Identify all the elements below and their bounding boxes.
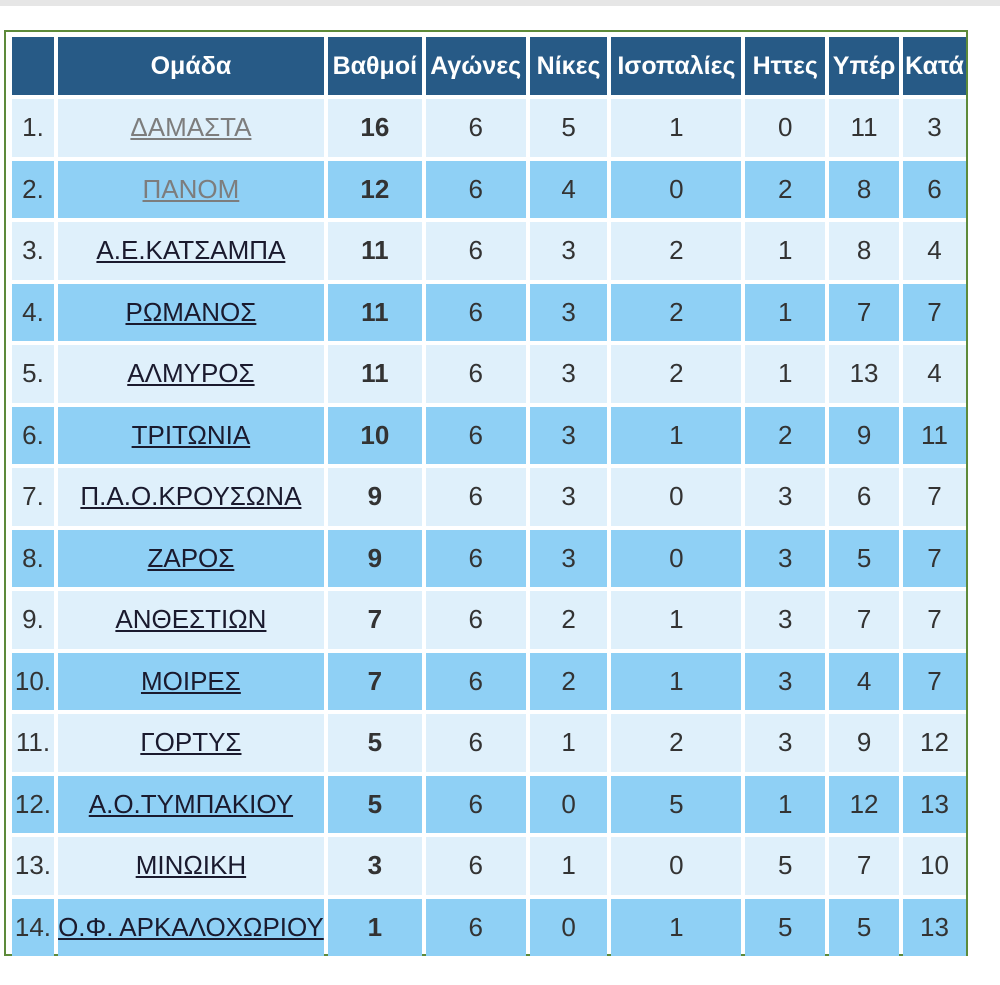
losses-cell: 1 <box>745 222 825 280</box>
team-cell <box>58 284 324 342</box>
points-cell: 5 <box>328 714 422 772</box>
header-team: Ομάδα <box>58 37 324 95</box>
games-cell: 6 <box>426 284 526 342</box>
points-cell: 3 <box>328 837 422 895</box>
draws-cell: 2 <box>611 714 741 772</box>
goals-against-cell: 13 <box>903 899 966 957</box>
points-cell: 11 <box>328 345 422 403</box>
losses-cell: 5 <box>745 899 825 957</box>
draws-cell: 1 <box>611 407 741 465</box>
position-cell: 5. <box>12 345 54 403</box>
position-cell: 1. <box>12 99 54 157</box>
draws-cell: 2 <box>611 222 741 280</box>
points-cell: 7 <box>328 653 422 711</box>
points-cell: 9 <box>328 468 422 526</box>
table-row <box>12 591 966 649</box>
wins-cell: 0 <box>530 899 608 957</box>
draws-cell: 0 <box>611 837 741 895</box>
games-cell: 6 <box>426 837 526 895</box>
position-cell: 14. <box>12 899 54 957</box>
table-row <box>12 776 966 834</box>
wins-cell: 5 <box>530 99 608 157</box>
games-cell: 6 <box>426 776 526 834</box>
wins-cell: 4 <box>530 161 608 219</box>
position-cell: 10. <box>12 653 54 711</box>
points-cell: 12 <box>328 161 422 219</box>
wins-cell: 2 <box>530 591 608 649</box>
table-row <box>12 468 966 526</box>
table-row <box>12 345 966 403</box>
team-cell <box>58 899 324 957</box>
draws-cell: 1 <box>611 99 741 157</box>
team-link[interactable]: Π.Α.Ο.ΚΡΟΥΣΩΝΑ <box>80 481 302 512</box>
goals-for-cell: 9 <box>829 714 899 772</box>
position-cell: 8. <box>12 530 54 588</box>
table-header-row <box>12 37 966 95</box>
team-cell <box>58 222 324 280</box>
goals-for-cell: 7 <box>829 284 899 342</box>
goals-for-cell: 8 <box>829 161 899 219</box>
team-link[interactable]: ΔΑΜΑΣΤΑ <box>130 112 252 143</box>
games-cell: 6 <box>426 345 526 403</box>
draws-cell: 1 <box>611 591 741 649</box>
team-cell <box>58 468 324 526</box>
standings-frame <box>4 30 968 956</box>
position-cell: 13. <box>12 837 54 895</box>
points-cell: 10 <box>328 407 422 465</box>
games-cell: 6 <box>426 591 526 649</box>
position-cell: 2. <box>12 161 54 219</box>
team-cell <box>58 714 324 772</box>
goals-against-cell: 7 <box>903 468 966 526</box>
table-row <box>12 899 966 957</box>
goals-against-cell: 6 <box>903 161 966 219</box>
team-link[interactable]: Α.Ο.ΤΥΜΠΑΚΙΟΥ <box>88 788 294 819</box>
wins-cell: 3 <box>530 284 608 342</box>
games-cell: 6 <box>426 407 526 465</box>
goals-against-cell: 12 <box>903 714 966 772</box>
games-cell: 6 <box>426 714 526 772</box>
losses-cell: 1 <box>745 776 825 834</box>
losses-cell: 3 <box>745 530 825 588</box>
losses-cell: 3 <box>745 653 825 711</box>
draws-cell: 0 <box>611 530 741 588</box>
goals-against-cell: 13 <box>903 776 966 834</box>
wins-cell: 3 <box>530 530 608 588</box>
header-games: Αγώνες <box>426 37 526 95</box>
goals-for-cell: 13 <box>829 345 899 403</box>
goals-against-cell: 4 <box>903 222 966 280</box>
goals-for-cell: 7 <box>829 591 899 649</box>
team-cell <box>58 407 324 465</box>
draws-cell: 5 <box>611 776 741 834</box>
goals-against-cell: 3 <box>903 99 966 157</box>
top-strip <box>0 0 1000 6</box>
draws-cell: 0 <box>611 468 741 526</box>
header-wins: Νίκες <box>530 37 608 95</box>
team-cell <box>58 776 324 834</box>
wins-cell: 3 <box>530 407 608 465</box>
team-cell <box>58 345 324 403</box>
wins-cell: 1 <box>530 837 608 895</box>
team-cell <box>58 591 324 649</box>
losses-cell: 1 <box>745 345 825 403</box>
header-goals-against: Κατά <box>903 37 966 95</box>
team-link[interactable]: ΖΑΡΟΣ <box>147 542 235 573</box>
table-row <box>12 653 966 711</box>
losses-cell: 5 <box>745 837 825 895</box>
table-row <box>12 530 966 588</box>
goals-against-cell: 10 <box>903 837 966 895</box>
position-cell: 11. <box>12 714 54 772</box>
standings-table <box>8 33 970 960</box>
team-cell <box>58 837 324 895</box>
team-link[interactable]: ΑΛΜΥΡΟΣ <box>127 358 255 389</box>
team-link[interactable]: ΡΩΜΑΝΟΣ <box>125 296 257 327</box>
games-cell: 6 <box>426 468 526 526</box>
goals-for-cell: 5 <box>829 899 899 957</box>
draws-cell: 0 <box>611 161 741 219</box>
table-row <box>12 99 966 157</box>
points-cell: 5 <box>328 776 422 834</box>
draws-cell: 1 <box>611 653 741 711</box>
team-link[interactable]: ΑΝΘΕΣΤΙΩΝ <box>115 604 267 635</box>
losses-cell: 2 <box>745 407 825 465</box>
games-cell: 6 <box>426 161 526 219</box>
wins-cell: 3 <box>530 222 608 280</box>
position-cell: 6. <box>12 407 54 465</box>
header-position <box>12 37 54 95</box>
goals-for-cell: 6 <box>829 468 899 526</box>
goals-for-cell: 9 <box>829 407 899 465</box>
losses-cell: 3 <box>745 714 825 772</box>
losses-cell: 1 <box>745 284 825 342</box>
draws-cell: 2 <box>611 345 741 403</box>
team-cell <box>58 530 324 588</box>
team-link[interactable]: Ο.Φ. ΑΡΚΑΛΟΧΩΡΙΟΥ <box>58 911 324 942</box>
points-cell: 16 <box>328 99 422 157</box>
losses-cell: 0 <box>745 99 825 157</box>
goals-against-cell: 7 <box>903 591 966 649</box>
position-cell: 3. <box>12 222 54 280</box>
goals-for-cell: 4 <box>829 653 899 711</box>
header-draws: Ισοπαλίες <box>611 37 741 95</box>
team-link[interactable]: ΤΡΙΤΩΝΙΑ <box>131 419 251 450</box>
losses-cell: 3 <box>745 591 825 649</box>
games-cell: 6 <box>426 530 526 588</box>
goals-against-cell: 4 <box>903 345 966 403</box>
table-row <box>12 837 966 895</box>
goals-against-cell: 7 <box>903 653 966 711</box>
wins-cell: 0 <box>530 776 608 834</box>
team-cell <box>58 99 324 157</box>
wins-cell: 3 <box>530 345 608 403</box>
table-row <box>12 407 966 465</box>
points-cell: 11 <box>328 222 422 280</box>
goals-for-cell: 7 <box>829 837 899 895</box>
draws-cell: 2 <box>611 284 741 342</box>
games-cell: 6 <box>426 222 526 280</box>
points-cell: 9 <box>328 530 422 588</box>
position-cell: 7. <box>12 468 54 526</box>
goals-against-cell: 11 <box>903 407 966 465</box>
losses-cell: 2 <box>745 161 825 219</box>
goals-for-cell: 12 <box>829 776 899 834</box>
team-link[interactable]: ΜΟΙΡΕΣ <box>140 665 241 696</box>
goals-for-cell: 8 <box>829 222 899 280</box>
table-row <box>12 714 966 772</box>
position-cell: 4. <box>12 284 54 342</box>
goals-for-cell: 5 <box>829 530 899 588</box>
wins-cell: 2 <box>530 653 608 711</box>
table-row <box>12 284 966 342</box>
losses-cell: 3 <box>745 468 825 526</box>
points-cell: 11 <box>328 284 422 342</box>
games-cell: 6 <box>426 99 526 157</box>
team-cell <box>58 161 324 219</box>
points-cell: 7 <box>328 591 422 649</box>
position-cell: 9. <box>12 591 54 649</box>
goals-against-cell: 7 <box>903 284 966 342</box>
team-link[interactable]: ΠΑΝΟΜ <box>142 173 240 204</box>
goals-for-cell: 11 <box>829 99 899 157</box>
draws-cell: 1 <box>611 899 741 957</box>
header-points: Βαθμοί <box>328 37 422 95</box>
team-link[interactable]: ΓΟΡΤΥΣ <box>140 727 242 758</box>
table-row <box>12 222 966 280</box>
header-losses: Ηττες <box>745 37 825 95</box>
position-cell: 12. <box>12 776 54 834</box>
games-cell: 6 <box>426 899 526 957</box>
team-link[interactable]: ΜΙΝΩΙΚΗ <box>135 850 247 881</box>
points-cell: 1 <box>328 899 422 957</box>
games-cell: 6 <box>426 653 526 711</box>
header-goals-for: Υπέρ <box>829 37 899 95</box>
wins-cell: 1 <box>530 714 608 772</box>
wins-cell: 3 <box>530 468 608 526</box>
team-cell <box>58 653 324 711</box>
table-row <box>12 161 966 219</box>
team-link[interactable]: Α.Ε.ΚΑΤΣΑΜΠΑ <box>96 235 286 266</box>
goals-against-cell: 7 <box>903 530 966 588</box>
